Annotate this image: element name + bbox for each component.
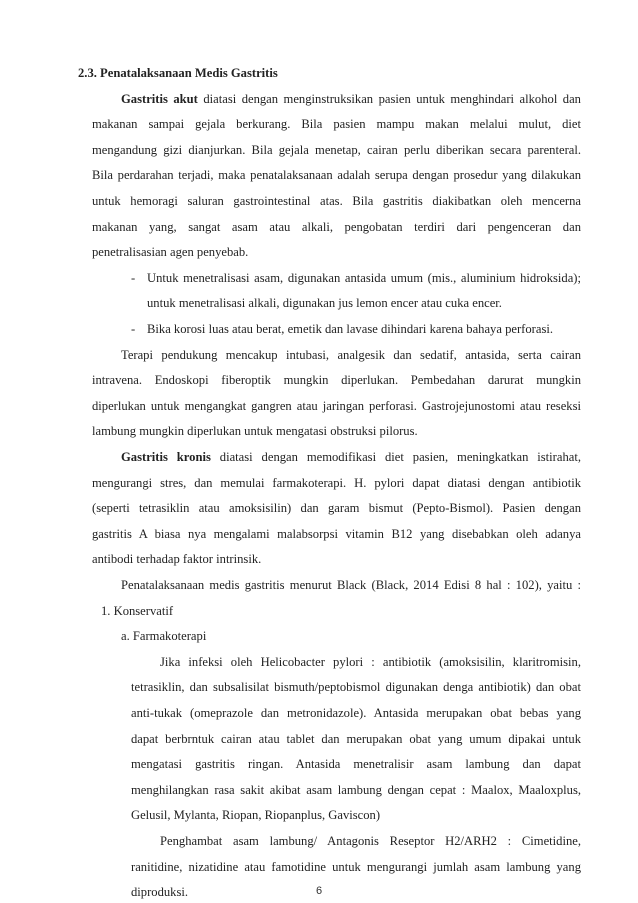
paragraph-line: gastritis A biasa nya mengalami malabsorpsi vitamin B12 yang disebabkan oleh adanya: [92, 526, 581, 541]
paragraph-line: Terapi pendukung mencakup intubasi, analgesik dan sedatif, antasida, serta cairan: [121, 347, 581, 362]
page-number: 6: [315, 885, 323, 897]
section-heading: 2.3. Penatalaksanaan Medis Gastritis: [78, 66, 278, 80]
paragraph-line: lambung mungkin diperlukan untuk mengatasi obstruksi pilorus.: [92, 424, 418, 439]
text-span: diatasi dengan memodifikasi diet pasien, meningkatkan istirahat,: [210, 450, 581, 464]
paragraph-line: mengandung gizi dianjurkan. Bila gejala menetap, cairan perlu diberikan secara parenteral.: [92, 142, 581, 157]
paragraph-line: diperlukan untuk mengangkat gangren atau jaringan perforasi. Gastrojejunostomi atau reseksi: [92, 398, 581, 413]
bullet-line: untuk menetralisasi alkali, digunakan jus lemon encer atau cuka encer.: [147, 296, 502, 311]
paragraph-line: [121, 92, 581, 106]
paragraph-line: untuk hemoragi saluran gastrointestinal atas. Bila gastritis diakibatkan oleh mencerna: [92, 194, 581, 208]
paragraph-line: penetralisasian agen penyebab.: [92, 245, 249, 260]
term-gastritis-kronis: Gastritis kronis: [121, 450, 211, 464]
bullet-dash: -: [131, 270, 136, 285]
paragraph-line: mengatasi gastritis ringan. Antasida menetralisir asam lambung dan dapat: [131, 757, 581, 772]
paragraph-line: Jika infeksi oleh Helicobacter pylori : antibiotik (amoksisilin, klaritromisin,: [160, 654, 581, 669]
text-span: diatasi dengan menginstruksikan pasien untuk menghindari alkohol dan: [197, 91, 581, 106]
bullet-line: Bika korosi luas atau berat, emetik dan lavase dihindari karena bahaya perforasi.: [147, 322, 553, 336]
term-gastritis-akut: Gastritis akut: [121, 91, 198, 106]
paragraph-line: tetrasiklin, dan subsalisilat bismuth/peptobismol digunakan denga antibiotik) dan obat: [131, 680, 581, 695]
paragraph-line: makanan yang, sangat asam atau alkali, pengobatan terdiri dari pengenceran dan: [92, 219, 581, 234]
list-item-farmakoterapi: a. Farmakoterapi: [121, 629, 207, 644]
paragraph-line: antibodi terhadap faktor intrinsik.: [92, 552, 262, 567]
paragraph-line: ranitidine, nizatidine atau famotidine untuk mengurangi jumlah asam lambung yang: [131, 859, 581, 874]
paragraph-line: diproduksi.: [131, 885, 189, 900]
paragraph-line: intravena. Endoskopi fiberoptik mungkin diperlukan. Pembedahan darurat mungkin: [92, 373, 581, 388]
bullet-line: Untuk menetralisasi asam, digunakan antasida umum (mis., aluminium hidroksida);: [147, 270, 581, 285]
paragraph-line: anti-tukak (omeprazole dan metronidazole). Antasida merupakan obat bebas yang: [131, 706, 581, 720]
paragraph-line: mengurangi stres, dan memulai farmakoterapi. H. pylori dapat diatasi dengan antibiotik: [92, 475, 581, 490]
paragraph-line: Penghambat asam lambung/ Antagonis Reseptor H2/ARH2 : Cimetidine,: [160, 834, 581, 848]
bullet-dash: -: [131, 322, 136, 336]
paragraph-line: Penatalaksanaan medis gastritis menurut Black (Black, 2014 Edisi 8 hal : 102), yaitu :: [121, 578, 581, 592]
paragraph-line: makanan sampai gejala berkurang. Bila pasien mampu makan melalui mulut, diet: [92, 117, 581, 132]
paragraph-line: (seperti tetrasiklin atau amoksisilin) dan garam bismut (Pepto-Bismol). Pasien dengan: [92, 501, 581, 516]
paragraph-line: menghilangkan rasa sakit akibat asam lambung dengan cepat : Maalox, Maaloxplus,: [131, 782, 581, 797]
paragraph-line: Gelusil, Mylanta, Riopan, Riopanplus, Gaviscon): [131, 808, 381, 823]
list-item-konservatif: 1. Konservatif: [101, 603, 174, 618]
paragraph-line: dapat berbrntuk cairan atau tablet dan merupakan obat yang umum dipakai untuk: [131, 731, 581, 746]
paragraph-line: [121, 450, 581, 464]
paragraph-line: Bila perdarahan terjadi, maka penatalaksanaan adalah serupa dengan prosedur yang dilakukan: [92, 168, 581, 183]
